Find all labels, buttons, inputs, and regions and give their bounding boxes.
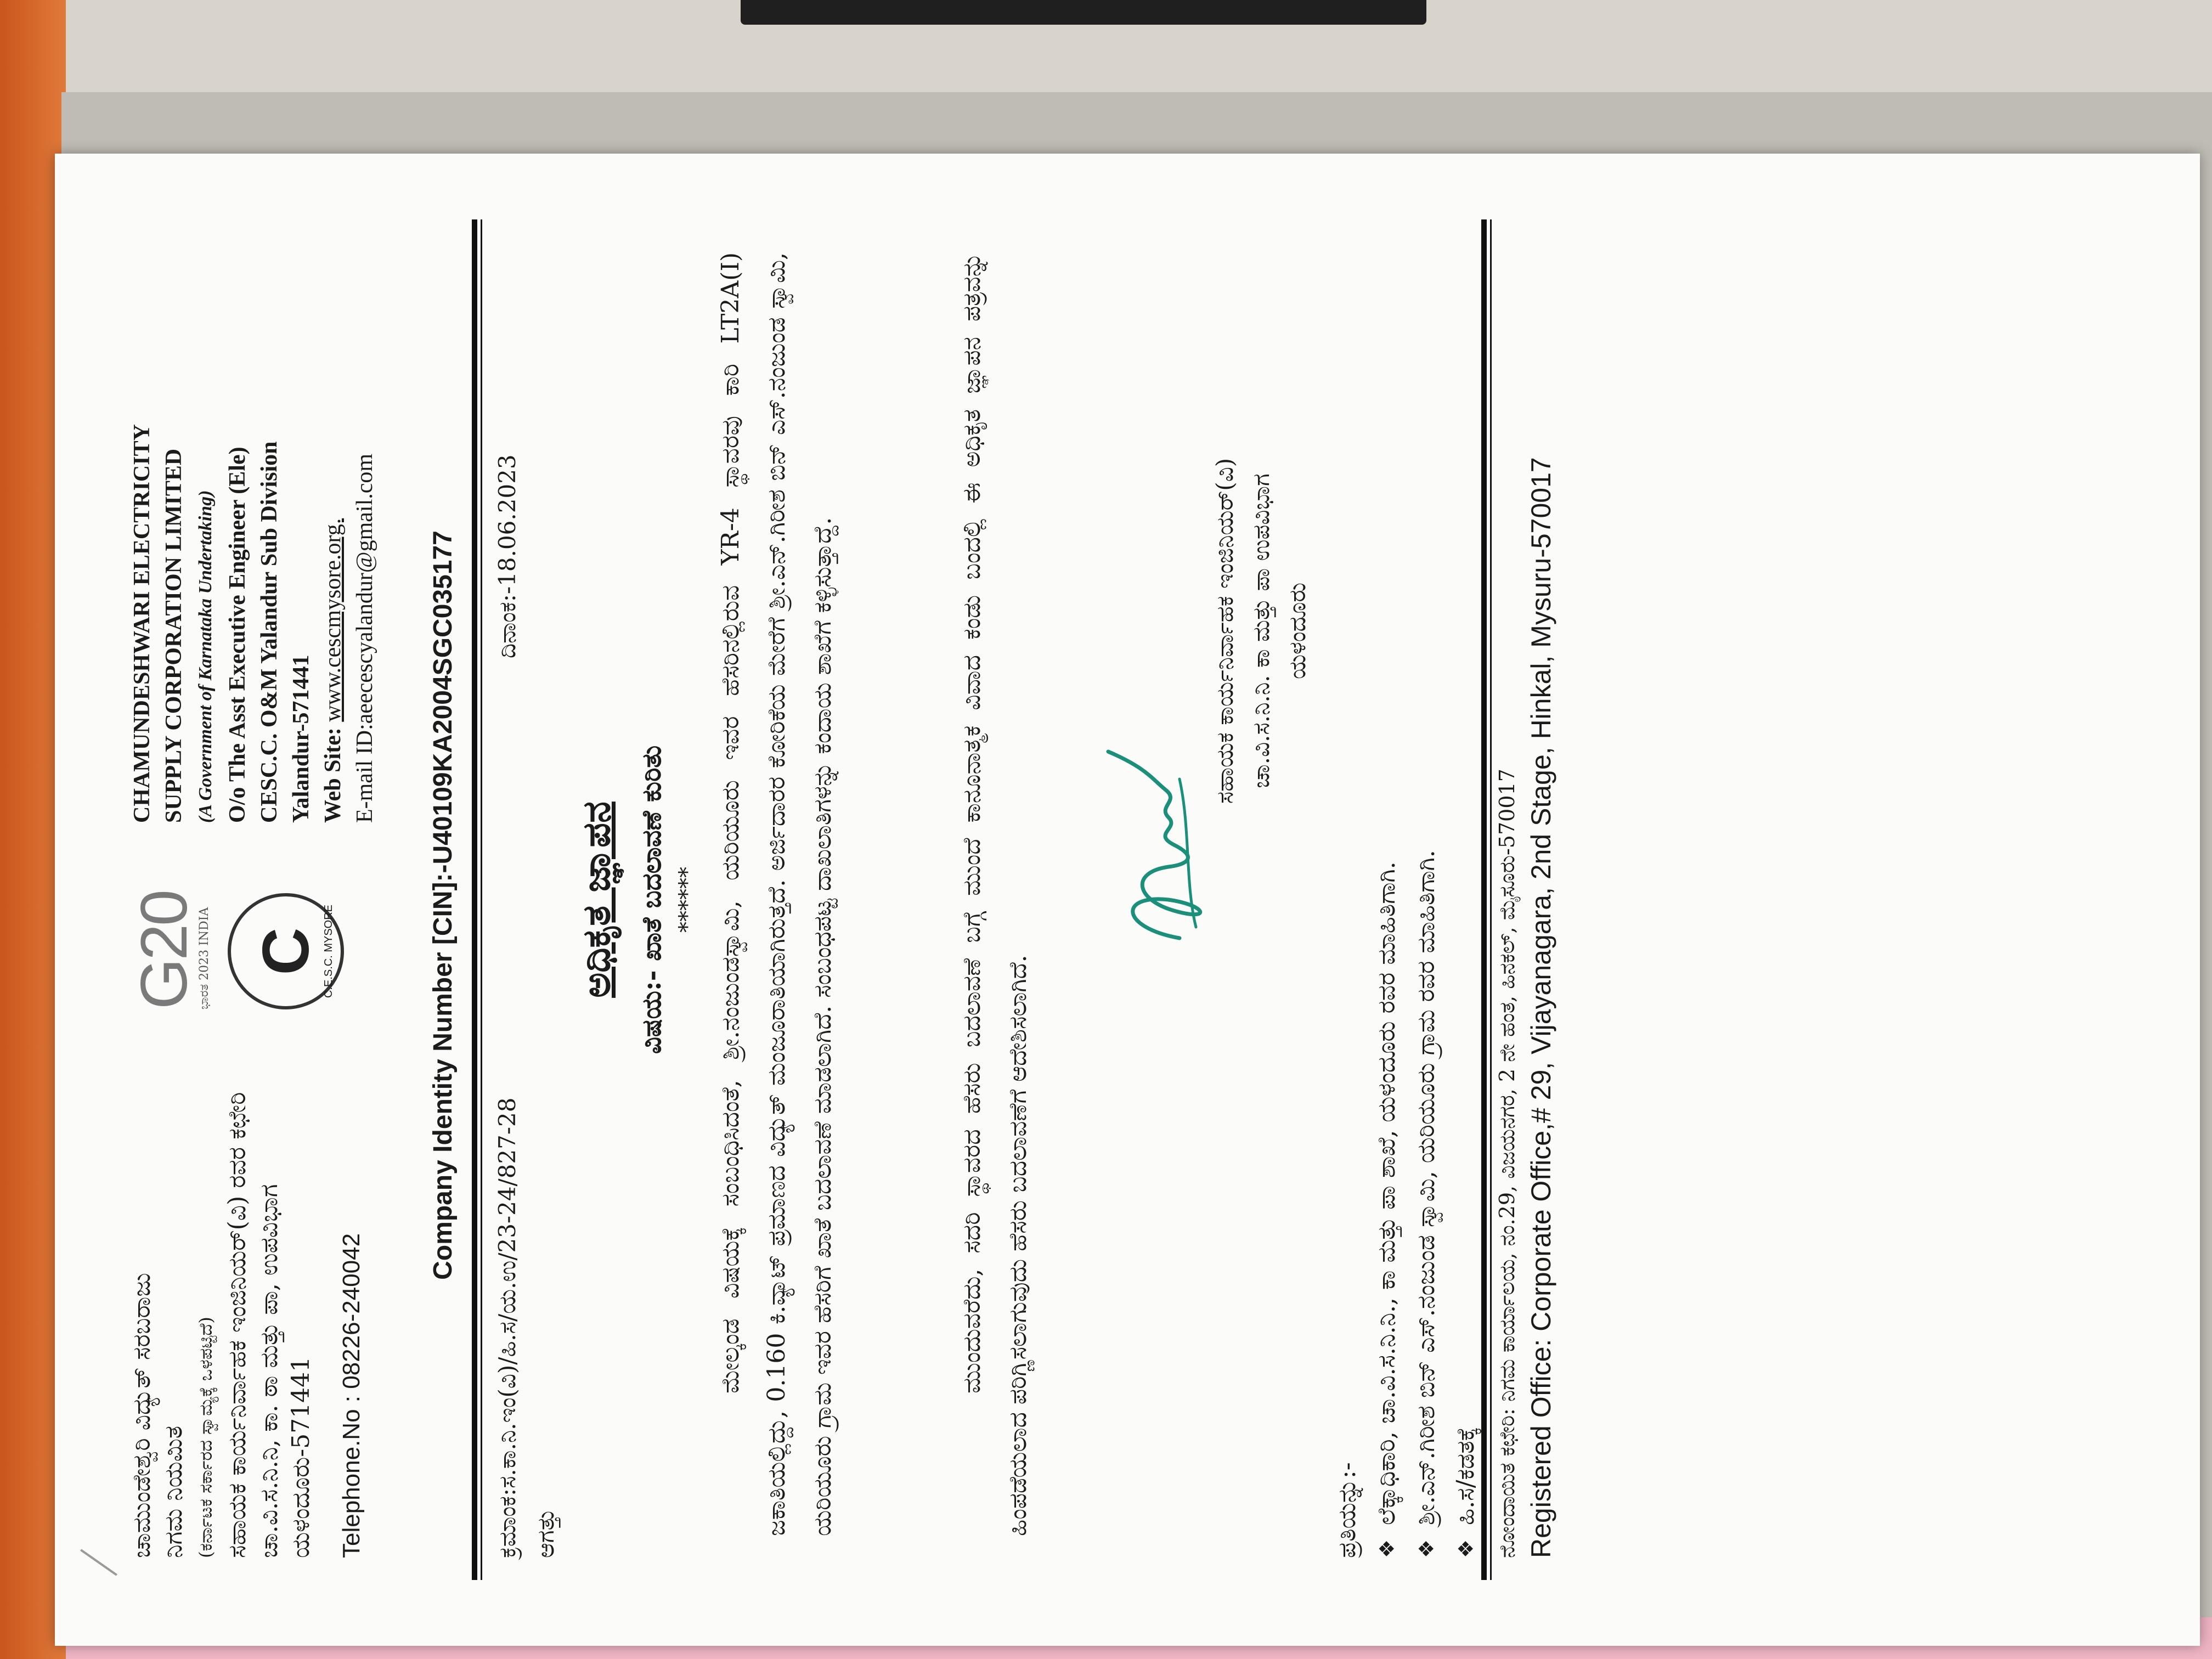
email: E-mail ID:aeecescyalandur@gmail.com [352,453,377,823]
en-org-italic: (A Government of Karnataka Undertaking) [195,490,216,823]
en-office-line-1: O/o The Asst Executive Engineer (Ele) [225,447,250,823]
separator-stars: ****** [675,867,700,933]
body-paragraph-1: ಮೇಲ್ಕಂಡ ವಿಷಯಕ್ಕೆ ಸಂಬಂಧಿಸಿದಂತೆ, ಶ್ರೀ.ನಂಜುಂಡಸ್ವಾಮಿ, ಯರಿಯೂರು ಇವರ ಹೆಸರಿನಲ್ಲಿರುವ YR-4 ಸ್ಥಾವರವು ಕಾರಿ LT2A(I) ಜಕಾತಿಯಲ್ಲಿದ್ದು, 0.160 ಕಿ.ವ್ಯಾಟ್ ಪ್ರಮಾಣದ ವಿದ್ಯುತ್ ಮಂಜೂರಾತಿಯಾಗಿರುತ್ತದೆ. ಅರ್ಜಿದಾರರ ಕೋರಿಕೆಯ ಮೇರೆಗೆ ಶ್ರೀ.ಎನ್.ಗಿರೀಶ ಬಿನ್ ಎಸ್.ನಂಜುಂಡ ಸ್ವಾಮಿ, ಯರಿಯೂರು ಗ್ರಾಮ ಇವರ ಹೆಸರಿಗೆ ಖಾತೆ ಬದಲಾವಣೆ ಮಾಡಲಾಗಿದೆ. ಸಂಬಂಧಪಟ್ಟ ದಾಖಲಾತಿಗಳನ್ನು ಕಂದಾಯ ಶಾಖೆಗೆ ಕಳ್ಳಿಸುತ್ತಾದ್ದೆ. [716,252,837,1536]
cesc-logo-mark: C [249,927,323,975]
footer-rule-thin [1490,219,1492,1580]
header-rule-thick [472,219,477,1580]
body-paragraph-2: ಮುಂದುವರೆದು, ಸದರಿ ಸ್ಥಾವರದ ಹೆಸರು ಬದಲಾವಣೆ ಬಗ್ಗೆ ಮುಂದೆ ಕಾನೂನಾತ್ಮಕ ವಿವಾದ ಕಂಡು ಬಂದಲ್ಲಿ ಈ ಅಧಿಕೃತ ಜ್ಞಾಪನ ಪತ್ರವನ್ನು ಹಿಂಪಡೆಯಲಾದ ಪರಿಗ್ಣಿಸಲಾಗುವುದು ಹೆಸರು ಬದಲಾವಣೆಗೆ ಆದೇಶಿಸಲಾಗಿದೆ. [958,252,1032,1536]
website [317,263,349,823]
kn-org-line-4: ಸಹಾಯಕ ಕಾರ್ಯನಿರ್ವಾಹಕ ಇಂಜಿನಿಯರ್(ವಿ) ರವರ ಕಛೇರಿ [223,1092,251,1558]
addressee: ಆಗತ್ತು [532,1509,559,1558]
logos [126,856,433,1009]
copy-to-item: ❖ ಹಿ.ಸ/ಕಡತಕ್ಕೆ [1446,296,1486,1558]
document-page [55,154,2200,1646]
signatory-office: ಚಾ.ವಿ.ಸ.ನಿ.ನಿ. ಕಾ ಮತ್ತು ಪಾ ಉಪವಿಭಾಗ [1248,473,1274,788]
signatory-place: ಯಳಂದೂರು [1284,583,1311,679]
letter-date: ದಿನಾಂಕ:-18.06.2023 [494,454,521,658]
kannada-letterhead [126,1064,368,1558]
en-office-line-3: Yalandur-571441 [289,654,314,823]
footer-rule-thick [1481,219,1487,1580]
website-label: Web Site: [320,721,346,823]
pen-mark [80,1549,117,1576]
copy-to-item: ❖ ಲೆಕ್ಕಾಧಿಕಾರಿ, ಚಾ.ವಿ.ಸ.ನಿ.ನಿ., ಕಾ ಮತ್ತು ಪಾ ಶಾಖೆ, ಯಳಂದೂರು ರವರ ಮಾಹಿತಿಗಾಗಿ. [1367,296,1407,1558]
header-rule-thin [481,219,482,1580]
signatory-designation: ಸಹಾಯಕ ಕಾರ್ಯನಿರ್ವಾಹಕ ಇಂಜಿನಿಯರ್(ವಿ) [1211,458,1238,804]
dark-object-edge [741,0,1426,25]
signatory-block [1207,274,1316,988]
copy-to-label: ಪ್ರತಿಯನ್ನು:- [1333,1462,1361,1558]
memo-title: ಅಧಿಕೃತ ಜ್ಞಾಪನ [573,802,619,998]
website-url: www.cescmysore.org. [320,518,346,722]
en-org-line-2: SUPPLY CORPORATION LIMITED [161,448,187,823]
english-letterhead [126,263,381,823]
kn-org-line-1: ಚಾಮುಂಡೇಶ್ವರಿ ವಿದ್ಯುತ್ ಸರಬರಾಜು [128,1273,156,1558]
en-office-line-2: CESC.C. O&M Yalandur Sub Division [257,441,282,823]
copy-to-list [1328,296,1486,1558]
kn-org-line-5: ಚಾ.ವಿ.ಸ.ನಿ.ನಿ, ಕಾ. ಠಾ ಮತ್ತು ಪಾ, ಉಪವಿಭಾಗ [255,1184,283,1558]
registered-office-kannada: ನೋಂದಾಯಿತ ಕಛೇರಿ: ನಿಗಮ ಕಾರ್ಯಾಲಯ, ನಂ.29, ವಿಜಯನಗರ, 2 ನೇ ಹಂತ, ಹಿನಕಲ್, ಮೈಸೂರು-570017 [1495,769,1519,1558]
g20-logo: G20 [127,891,201,1009]
cesc-logo-text: C.E.S.C. MYSORE [323,904,335,998]
reference-number: ಕ್ರಮಾಂಕ:ಸ.ಕಾ.ನಿ.ಇಂ(ವಿ)/ಹಿ.ಸ/ಯ.ಉ/23-24/827-28 [494,1097,521,1558]
g20-subtitle: ಭಾರತ 2023 INDIA [198,907,211,1009]
registered-office-english: Registered Office: Corporate Office,# 29, Vijayanagara, 2nd Stage, Hinkal, Mysuru-570017 [1526,457,1556,1558]
letterhead [126,263,455,1558]
cesc-logo [228,893,344,1009]
company-identity-number: Company Identity Number [CIN]:-U40109KA2004SGC035177 [428,531,458,1280]
copy-to-item: ❖ ಶ್ರೀ.ಎನ್.ಗಿರೀಶ ಬಿನ್ ಎಸ್.ನಂಜುಂಡ ಸ್ವಾಮಿ, ಯರಿಯೂರು ಗ್ರಾಮ ರವರ ಮಾಹಿತಿಗಾಗಿ. [1407,296,1446,1558]
telephone: Telephone.No : 08226-240042 [338,1233,365,1558]
kn-org-line-3: (ಕರ್ನಾಟಕ ಸರ್ಕಾರದ ಸ್ವಾಮ್ಯಕ್ಕೆ ಒಳಪಟ್ಟಿದೆ) [195,1317,216,1558]
kn-org-line-6: ಯಳಂದೂರು-571441 [287,1356,315,1558]
subject: ವಿಷಯ:- ಖಾತೆ ಬದಲಾವಣೆ ಕುರಿತು [636,745,667,1054]
kn-org-line-2: ನಿಗಮ ನಿಯಮಿತ [160,1425,188,1558]
en-org-line-1: CHAMUNDESHWARI ELECTRICITY [129,424,155,823]
